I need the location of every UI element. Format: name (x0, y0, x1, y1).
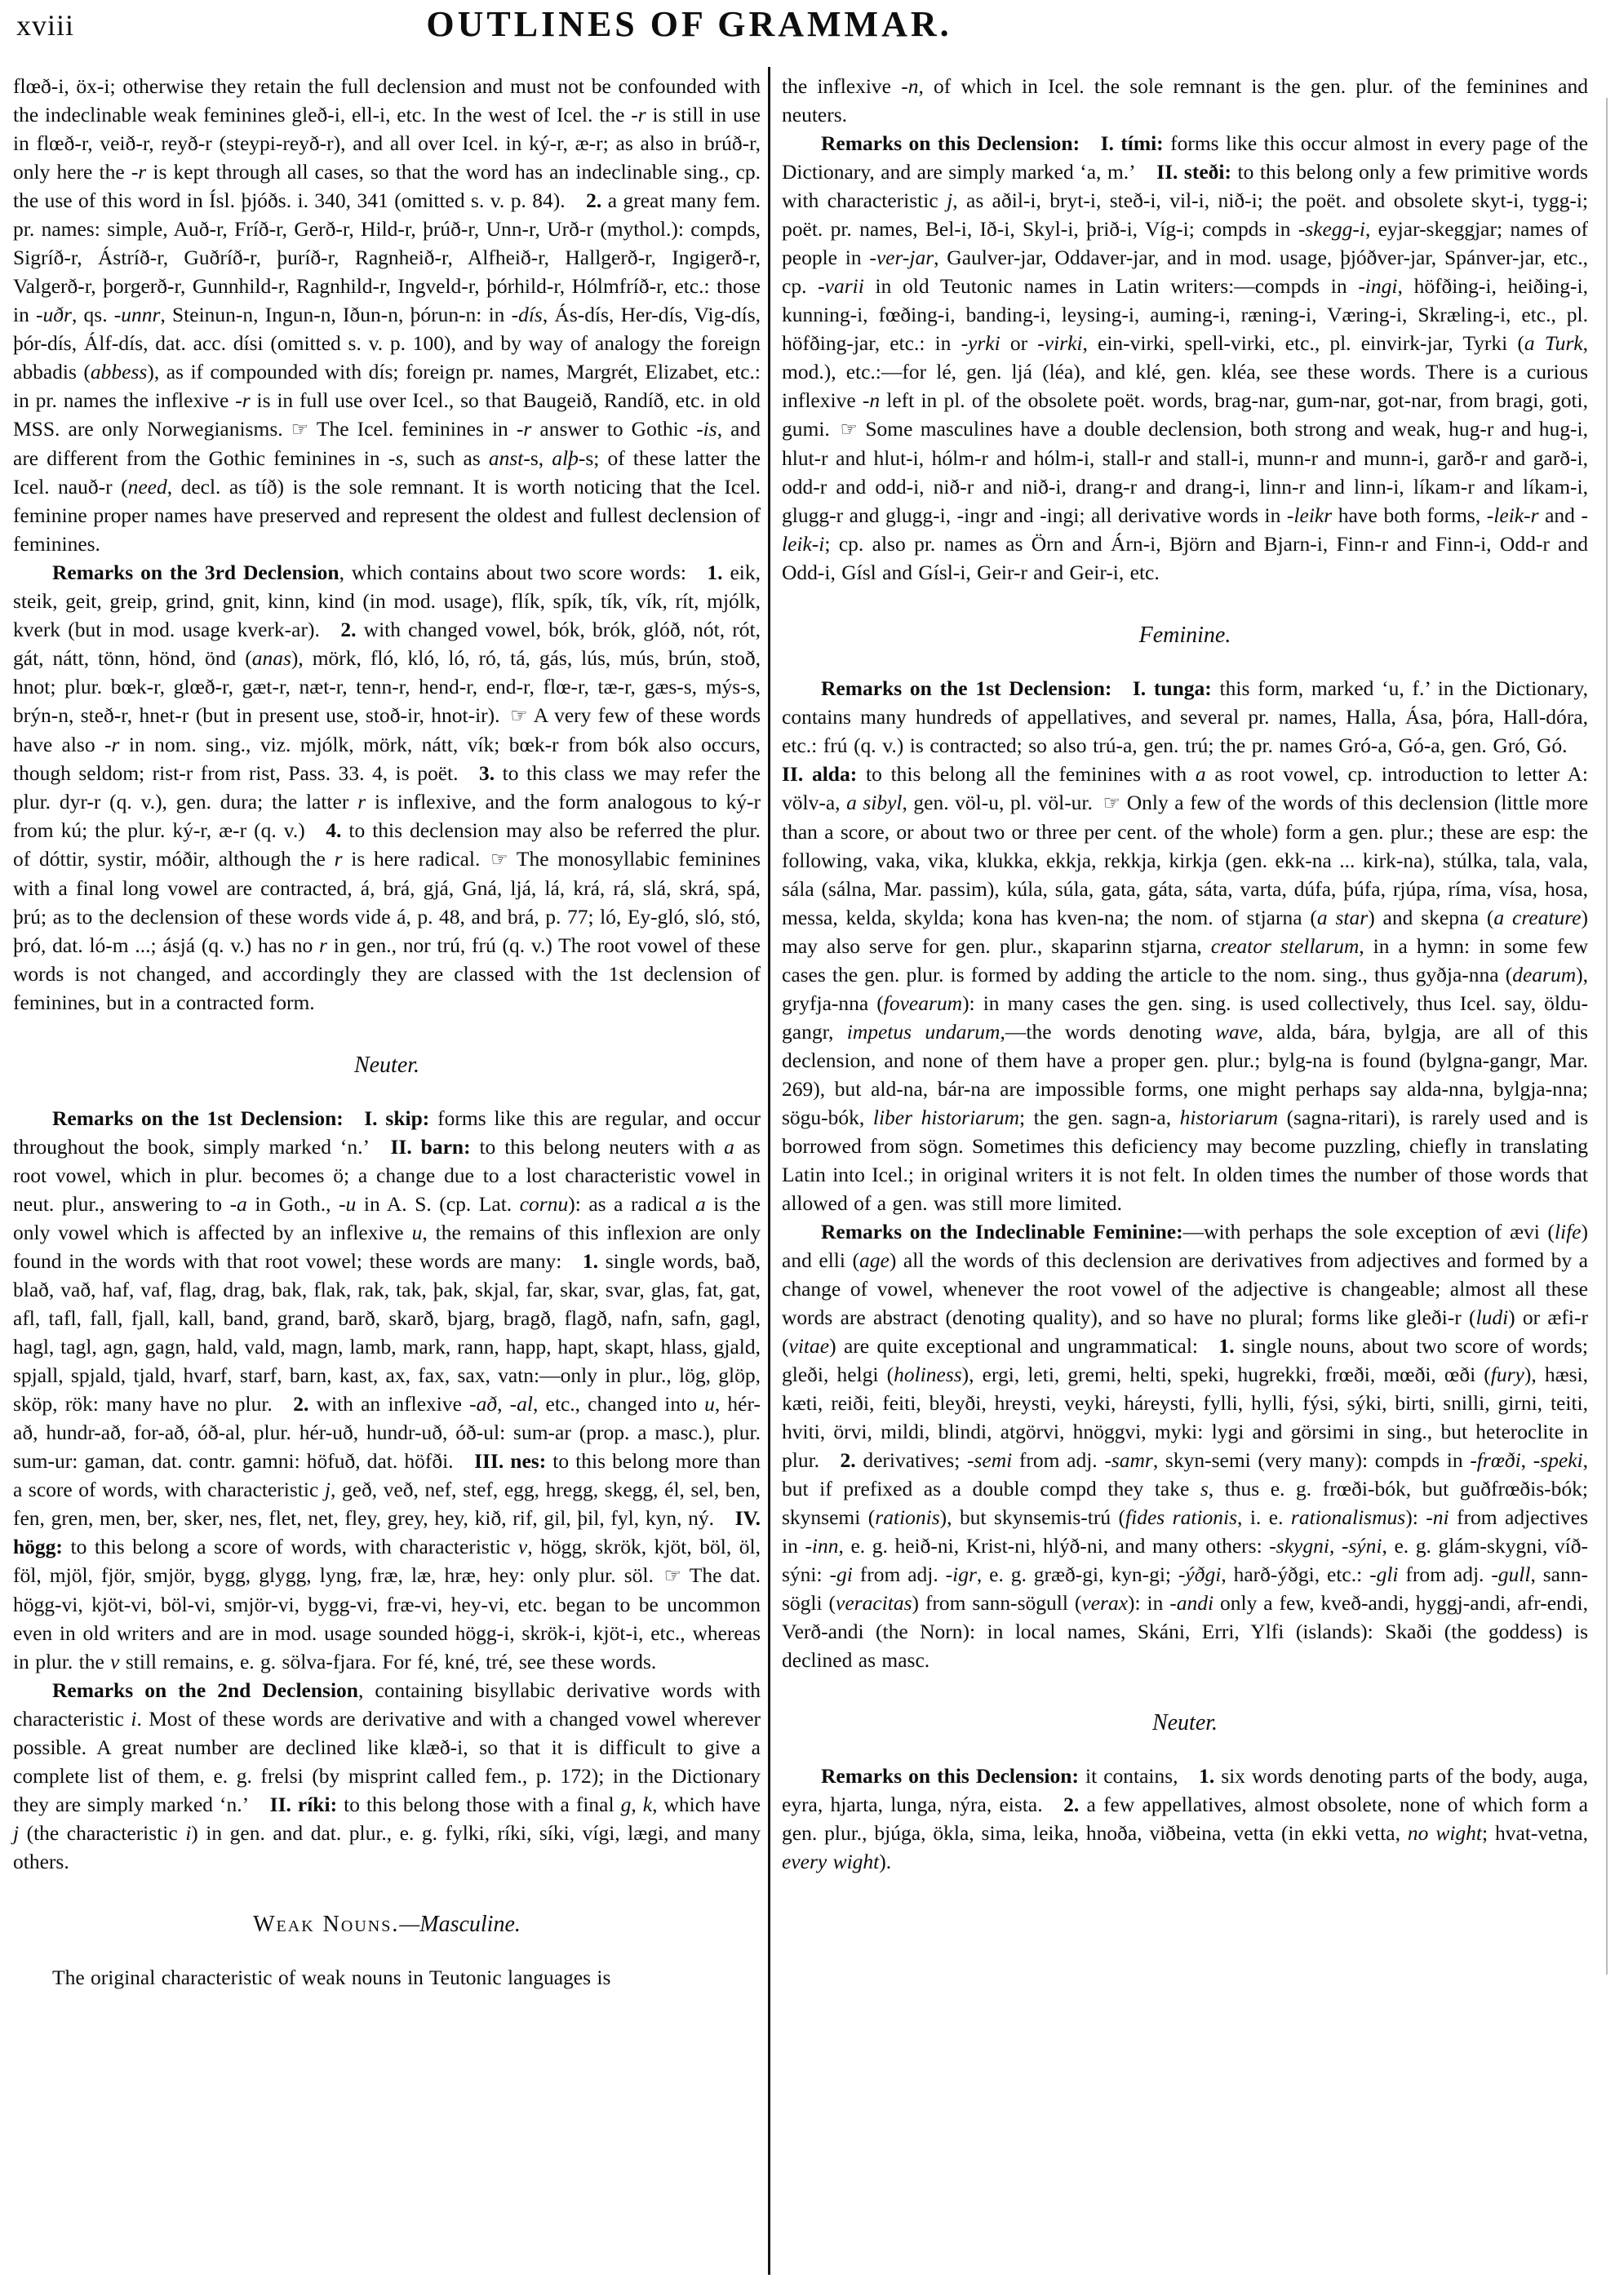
text-run: -ni (1426, 1505, 1449, 1529)
text-run: is inflexive, and the form analogous to ký-r from kú; the plur. ký-r, æ-r (q. v.) (13, 790, 761, 842)
text-run: j (324, 1478, 331, 1501)
text-run: forms like this occur almost in every page of the Dictionary, and are simply marked ‘a, m.’ (782, 131, 1588, 184)
text-run: , and are different from the Gothic feminines in (13, 417, 761, 470)
text-run: -r (631, 103, 646, 126)
text-run: a (724, 1135, 734, 1159)
text-run: ), ergi, leti, gremi, helti, speki, hugrekki, frœði, mœði, œði ( (961, 1363, 1491, 1386)
text-run: , of which in Icel. the sole remnant is the gen. plur. of the feminines and neuters. (782, 74, 1588, 126)
paragraph (13, 1676, 761, 1876)
text-run: —with perhaps the sole exception of ævi ( (1182, 1220, 1555, 1243)
section-heading (782, 1709, 1588, 1737)
text-run: a Turk (1524, 331, 1583, 355)
text-run: abbess (90, 360, 148, 383)
text-run: to this declension may also be referred the plur. of dóttir, systir, móðir, although the (13, 818, 761, 871)
text-run: -uðr (36, 303, 72, 326)
text-run: r (319, 933, 327, 957)
text-run: ), as if compounded with dís; foreign pr. names, Margrét, Elizabet, etc.: in pr. names the inflexive (13, 360, 761, 412)
text-run: , (497, 1392, 510, 1416)
text-run: -r (104, 733, 120, 756)
text-run: , Gaulver-jar, Oddaver-jar, and in mod. usage, þjóðver-jar, Spánver-jar, etc., cp. (782, 246, 1588, 298)
text-run: or (1000, 331, 1038, 355)
text-run: , e. g. heið-ni, Krist-ni, hlýð-ni, and many others: (838, 1534, 1270, 1558)
text-run: s (1200, 1477, 1209, 1500)
text-run: 3. (478, 761, 495, 785)
text-run: , which have (652, 1793, 761, 1816)
manicule-icon: ☞ (840, 418, 859, 441)
text-run: , e. g. græð-gi, kyn-gi; (976, 1562, 1178, 1586)
text-run: is in full use over Icel., so that Baugeið, Randíð, etc. in old MSS. are only Norwegianisms. (13, 388, 761, 441)
text-run: 2. (1063, 1793, 1080, 1816)
paragraph (13, 1963, 761, 1992)
text-run: , decl. as tíð) is the sole remnant. It is worth noticing that the Icel. feminine proper names have preserved and represent the oldest and fullest declension of feminines. (13, 475, 761, 556)
text-run: , which contains about two score words: (339, 561, 708, 584)
text-run: forms like this are regular, and occur throughout the book, simply marked ‘n.’ (13, 1106, 761, 1159)
text-run: -unnr (113, 303, 161, 326)
text-run: ). (879, 1850, 892, 1873)
text-run: as root vowel, which in plur. becomes ö; a change due to a lost characteristic vowel in neut. plur., answering to (13, 1135, 761, 1216)
text-run: , Steinun-n, Ingun-n, Iðun-n, þórun-n: in (160, 303, 512, 326)
text-run: Some masculines have a double declension, both strong and weak, hug-r and hug-i, hlut-r and hlut-i, hólm-r and hólm-i, stall-r and stall-i, munn-r and munn-i, garð-r and garð-i, odd-r and odd-i, nið-r and nið-i, drang-r and drang-i, linn-r and linn-i, líkam-r and líkam-i, glugg-r and glugg-i, -ingr and -ingi; all derivative words in (782, 417, 1588, 527)
text-run: fury (1490, 1363, 1524, 1386)
text-run: III. nes: (474, 1449, 547, 1473)
paragraph (13, 72, 761, 558)
text-run: , the remains of this inflexion are only found in the words with that root vowel; these words are many: (13, 1221, 761, 1273)
text-run: u (411, 1221, 423, 1244)
text-run: 1. (1199, 1764, 1215, 1788)
text-run: ) or æfi-r ( (782, 1305, 1588, 1358)
text-run: , in a hymn: in some few cases the gen. plur. is formed by adding the article to the nom. sing., thus gyðja-nna ( (782, 934, 1588, 986)
text-run: -frœði (1470, 1448, 1521, 1472)
paragraph (782, 1762, 1588, 1876)
text-run: -is (696, 417, 717, 441)
text-run: v (110, 1650, 120, 1673)
text-run: , e. g. glám-skygni, víð-sýni: (782, 1534, 1588, 1586)
manicule-icon: ☞ (1103, 791, 1121, 814)
text-run: holiness (894, 1363, 962, 1386)
text-run: , containing bisyllabic derivative words with characteristic (13, 1678, 761, 1731)
text-run: -inn (805, 1534, 839, 1558)
text-run: wave (1215, 1020, 1258, 1044)
text-run: 2. (840, 1448, 856, 1472)
text-run: it contains, (1078, 1764, 1200, 1788)
text-run: -virki (1037, 331, 1083, 355)
text-run: 1. (582, 1249, 599, 1273)
text-run: ): in (1128, 1591, 1170, 1615)
text-run: -að (469, 1392, 498, 1416)
text-run: Only a few of the words of this declension (little more than a score, or about two or three per cent. of the whole) form a gen. plur.; these are esp: the following, vaka, vika, klukka, ekkja, rekkja, kirkja (gen. ekk-na ... kirk-na), stúlka, tala, vala, sála (sálna, Mar. passim), kúla, súla, gata, gáta, sáta, varta, dúfa, þúfa, rjúpa, ríma, vísa, hosa, messa, kelda, skylda; kona has kven-na; the nom. of stjarna ( (782, 791, 1589, 929)
text-run: , such as (403, 446, 489, 470)
text-run: in old Teutonic names in Latin writers:—compds in (863, 274, 1359, 298)
text-run: -r (131, 160, 147, 184)
text-run: to this belong those with a final (337, 1793, 621, 1816)
text-run: this form, marked ‘u, f.’ in the Dictionary, contains many hundreds of appellatives, and several pr. names, Halla, Ása, þóra, Hall-dóra, etc.: frú (q. v.) is contracted; so also trú-a, gen. trú; the pr. names Gró-a, Gó-a, gen. Gró, Gó. (782, 676, 1588, 757)
text-run: ): as a radical (568, 1192, 695, 1216)
text-run: -gull (1491, 1562, 1531, 1586)
text-run: -gi (829, 1562, 853, 1586)
text-run: -n (862, 388, 881, 412)
text-run: ), hæsi, kæti, reiði, feiti, bleyði, hreysti, veyki, háreysti, fylli, hylli, fýsi, sýki, birti, snilli, girni, teiti, hviti, örvi, mildi, blindi, atgörvi, hnöggvi, myki: lygi and görsimi in sing., but heteroclite in plur. (782, 1363, 1588, 1472)
text-run: anst (488, 446, 524, 470)
text-run: Remarks on the 3rd Declension (52, 561, 339, 584)
text-run: —Masculine. (399, 1912, 521, 1937)
left-column (13, 72, 761, 1992)
text-run: dearum (1512, 963, 1577, 986)
text-run: age (859, 1248, 890, 1272)
text-run: single nouns, about two score of words; gleði, helgi ( (782, 1334, 1588, 1386)
text-run: 4. (326, 818, 342, 842)
text-run: j (13, 1821, 20, 1845)
text-run: The dat. högg-vi, kjöt-vi, böl-vi, smjör-vi, bygg-vi, fræ-vi, hey-vi, etc. began to be uncommon even in old writers and are in mod. usage sounded högg-i, skrök-i, kjöt-i, etc., whereas in plur. the (13, 1563, 761, 1673)
text-run: in gen., nor trú, frú (q. v.) The root vowel of these words is not changed, and accordingly they are classed with the 1st declension of feminines, but in a contracted form. (13, 933, 761, 1014)
text-run: II. steði: (1156, 160, 1231, 184)
paragraph (782, 674, 1588, 1217)
text-run: left in pl. of the obsolete poët. words, brag-nar, gum-nar, got-nar, from bragi, goti, gumi. (782, 388, 1588, 441)
text-run: ) all the words of this declension are derivatives from adjectives and formed by a change of vowel, whenever the root vowel of the adjective is changeable; almost all these words are abstract (denoting quality), and so have no plural; forms like gleði-r ( (782, 1248, 1588, 1329)
text-run: -leikr (1286, 503, 1333, 527)
text-run: -s (388, 446, 404, 470)
text-run: , gen. völ-u, pl. völ-ur. (902, 791, 1103, 814)
text-run: fides rationis (1125, 1505, 1238, 1529)
text-run: ludi (1475, 1305, 1509, 1329)
text-run: a (1195, 762, 1206, 786)
right-column (782, 72, 1588, 1876)
text-run: 2. (293, 1392, 309, 1416)
text-run: -dís (511, 303, 543, 326)
text-run: , hér-að, hundr-að, for-að, óð-al, plur. hér-uð, hundr-uð, óð-ul: sum-ar (prop. a masc.), plur. sum-ur: gaman, dat. contr. gamni: höfuð, dat. höfði. (13, 1392, 761, 1473)
manicule-icon: ☞ (291, 418, 309, 441)
text-run: in Goth., (246, 1192, 339, 1216)
text-run: derivatives; (855, 1448, 967, 1472)
text-run: is here radical. (342, 847, 491, 871)
text-run: Feminine. (1138, 623, 1231, 648)
text-run: -u (339, 1192, 357, 1216)
text-run: -ver-jar (869, 246, 934, 269)
text-run: , ein-virki, spell-virki, etc., pl. einvirk-jar, Tyrki ( (1082, 331, 1524, 355)
text-run: in A. S. (cp. Lat. (356, 1192, 520, 1216)
text-run: the inflexive (782, 74, 902, 98)
text-run: -s; of these latter the Icel. nauð-r ( (13, 446, 761, 499)
text-run: ), mörk, fló, kló, ló, ró, tá, gás, lús, mús, brún, stoð, hnot; plur. bœk-r, glœð-r, gæt-r, næt-r, tenn-r, hend-r, end-r, flœ-r, tæ-r, gæs-s, mýs-s, brýn-n, steð-r, hnet-r (but in present use, stoð-ir, hnot-ir). (13, 646, 761, 727)
text-run: -a (229, 1192, 247, 1216)
text-run: creator stellarum (1210, 934, 1360, 958)
text-run: veracitas (836, 1591, 912, 1615)
text-run: Remarks on the 2nd Declension (52, 1678, 358, 1702)
text-run: , alda, bára, bylgja, are all of this declension, and none of them have a proper gen. plur.; bylg-na is found (bylgna-gangr, Mar. 269), but ald-na, bár-na are impossible forms, one might perhaps say alda-nna, bylgja-nna; sögu-bók, (782, 1020, 1588, 1129)
text-run: , högg, skrök, kjöt, böl, öl, föl, mjöl, fjör, smjör, bygg, glygg, lyng, fræ, læ, hræ, hey: only plur. söl. (13, 1535, 761, 1587)
text-run: to this belong more than a score of words, with characteristic (13, 1449, 761, 1501)
text-run: , as aðil-i, bryt-i, steð-i, vil-i, nið-i; the poët. and obsolete skyt-i, tygg-i; poët. pr. names, Bel-i, Ið-i, Skyl-i, þrið-i, Víg-i; compds in (782, 188, 1588, 241)
text-run: to this belong neuters with (470, 1135, 725, 1159)
text-run: ) from sann-sögull ( (912, 1591, 1082, 1615)
page-number: xviii (16, 9, 75, 42)
text-run: from adj. (1012, 1448, 1105, 1472)
text-run: ) and skepna ( (1368, 906, 1494, 929)
text-run: (the characteristic (19, 1821, 186, 1845)
section-heading (13, 1051, 761, 1079)
manicule-icon: ☞ (663, 1564, 682, 1587)
section-heading (13, 1910, 761, 1939)
text-run: liber historiarum (872, 1106, 1020, 1129)
text-run: impetus undarum (846, 1020, 1001, 1044)
text-run: rationis (875, 1505, 940, 1529)
text-run: a (694, 1192, 706, 1216)
text-run: -andi (1169, 1591, 1214, 1615)
paragraph (782, 1217, 1588, 1674)
text-run: life (1554, 1220, 1582, 1243)
text-run: A very few of these words have also (13, 703, 761, 756)
text-run: Neuter. (1151, 1710, 1218, 1735)
text-run: -ýðgi (1178, 1562, 1222, 1586)
text-run: and (1538, 503, 1582, 527)
text-run: j (947, 188, 953, 212)
text-run: ), gryfja-nna ( (782, 963, 1588, 1015)
text-run: , but if prefixed as a double compd they take (782, 1448, 1588, 1500)
text-run: answer to Gothic (531, 417, 697, 441)
text-run: -igr (945, 1562, 977, 1586)
text-run: as root vowel, cp. introduction to letter A: völv-a, (782, 762, 1588, 814)
text-run: -n (901, 74, 919, 98)
text-run: to this belong all the feminines with (857, 762, 1196, 786)
text-run: -s, (523, 446, 552, 470)
text-run: ; cp. also pr. names as Örn and Árn-i, Björn and Bjarn-i, Finn-r and Finn-i, Odd-r and Odd-i, Gísl and Gísl-i, Geir-r and Geir-i, etc. (782, 532, 1588, 584)
text-run: alþ (552, 446, 579, 470)
text-run: , eyjar-skeggjar; names of people in (782, 217, 1588, 269)
text-run: only a few, kveð-andi, hyggj-andi, afr-endi, Verð-andi (the Norn): in local names, Skáni, Erri, Ylfi (islands): Skaði (the goddess) is declined as masc. (782, 1591, 1588, 1672)
text-run: , geð, veð, nef, stef, egg, hregg, skegg, él, sel, ben, fen, gren, men, ber, sker, nes, flet, net, fley, grey, hey, kið, rif, gil, þil, fyl, kyn, ný. (13, 1478, 761, 1530)
text-run: -semi (966, 1448, 1013, 1472)
text-run: ,—the words denoting (1000, 1020, 1216, 1044)
text-run: ; the gen. sagn-a, (1019, 1106, 1180, 1129)
manicule-icon: ☞ (490, 848, 508, 871)
text-run: ) in gen. and dat. plur., e. g. fylki, ríki, síki, vígi, lægi, and many others. (13, 1821, 761, 1873)
text-run: Weak Nouns. (253, 1912, 400, 1937)
text-run: verax (1081, 1591, 1129, 1615)
text-run: , mod.), etc.:—for lé, gen. ljá (léa), and klé, gen. kléa, see these words. There is a curious inflexive (782, 331, 1588, 412)
text-run: in nom. sing., viz. mjólk, mörk, nátt, vík; bœk-r from bók also occurs, though seldom; rist-r from rist, Pass. 33. 4, is poët. (13, 733, 761, 785)
text-run: vitae (788, 1334, 830, 1358)
text-run: ) may also serve for gen. plur., skaparinn stjarna, (782, 906, 1588, 958)
text-run: a few appellatives, almost obsolete, none of which form a gen. plur., bjúga, ökla, sima, leika, hnoða, viðbeina, vetta (in ekki vetta, (782, 1793, 1588, 1845)
text-run: have both forms, (1332, 503, 1487, 527)
text-run: every wight (782, 1850, 880, 1873)
page-title: OUTLINES OF GRAMMAR. (426, 4, 952, 44)
text-run: with changed vowel, bók, brók, glóð, nót, rót, gát, nátt, tönn, hönd, önd ( (13, 618, 761, 670)
text-run: ) and elli ( (782, 1220, 1588, 1272)
text-run: rationalismus (1290, 1505, 1406, 1529)
text-run: v (517, 1535, 528, 1558)
text-run: -gli (1369, 1562, 1399, 1586)
text-run: 1. (1218, 1334, 1235, 1358)
text-run: with an inflexive (308, 1392, 470, 1416)
text-run: i (185, 1821, 192, 1845)
text-run: a sibyl (846, 791, 903, 814)
text-run: The Icel. feminines in (308, 417, 517, 441)
text-run: II. barn: (390, 1135, 471, 1159)
text-run: is the only vowel which is affected by an inflexive (13, 1192, 761, 1244)
text-run: ): (1405, 1505, 1426, 1529)
text-run: -samr (1104, 1448, 1153, 1472)
text-run: r (357, 790, 366, 813)
paragraph (782, 129, 1588, 587)
text-run: -ingi (1358, 274, 1398, 298)
text-run: a creature (1493, 906, 1582, 929)
text-run: ): in many cases the gen. sing. is used collectively, thus Icel. say, öldu-gangr, (782, 991, 1588, 1044)
text-run: II. ríki: (269, 1793, 338, 1816)
text-run: Remarks on the 1st Declension: I. tunga: (821, 676, 1212, 700)
text-run: -yrki (961, 331, 1001, 355)
text-run: -skygni, -sýni (1269, 1534, 1382, 1558)
text-run: a great many fem. pr. names: simple, Auð-r, Fríð-r, Gerð-r, Hild-r, þrúð-r, Unn-r, Urð-r (mythol.): compds, Sigríð-r, Ástríð-r, Guðríð-r, þuríð-r, Ragnheið-r, Alfheið-r, Hallgerð-r, Ingigerð-r, Valgerð-r, þorgerð-r, Gunnhild-r, Ragnhild-r, Ingveld-r, þórhild-r, Hólmfríð-r, etc.: those in (13, 188, 761, 326)
text-run: is still in use in flœð-r, veið-r, reyð-r (steypi-reyð-r), and all over Icel. in ký-r, æ-r; as also in brúð-r, only here the (13, 103, 761, 184)
text-run: Neuter. (353, 1053, 420, 1078)
text-run: need (127, 475, 167, 499)
text-run: from adj. (852, 1562, 946, 1586)
text-run: no wight (1407, 1821, 1482, 1845)
text-run: The original characteristic of weak nouns in Teutonic languages is (52, 1966, 611, 1989)
paragraph (782, 72, 1588, 129)
text-run: ), but skynsemis-trú ( (939, 1505, 1126, 1529)
text-run: Remarks on this Declension: I. tími: (821, 131, 1164, 155)
text-run: , höfðing-i, heiðing-i, kunning-i, fœðing-i, banding-i, leysing-i, auming-i, ræning-i, Væring-i, Skræling-i, etc., pl. höfðing-jar, etc.: in (782, 274, 1588, 355)
text-run: IV. högg: (13, 1506, 761, 1558)
text-run: u (704, 1392, 715, 1416)
text-run: (sagna-ritari), is rarely used and is borrowed from sögn. Sometimes this deficiency may become puzzling, chiefly in translating Latin into Icel.; in original writers it is not felt. In olden times the number of those words that allowed of a gen. was still more limited. (782, 1106, 1588, 1215)
text-run: six words denoting parts of the body, auga, eyra, hjarta, lunga, nýra, eista. (782, 1764, 1588, 1816)
text-run: to this belong only a few primitive words with characteristic (782, 160, 1588, 212)
text-run: single words, bað, blað, vað, haf, vaf, flag, drag, bak, flak, rak, tak, þak, skjal, far, skar, svar, glas, fat, gat, afl, tafl, fall, fjall, kall, band, grand, barð, skarð, bjarg, bragð, flagð, nafn, safn, gagl, hagl, tagl, agn, gagn, hald, vald, magn, lamb, mark, rann, happ, hapt, skapt, hlass, gjald, spjall, spjald, tjald, hvarf, starf, barn, kast, ax, fax, sax, vatn:—only in plur., lög, glöp, sköp, rök: many have no plur. (13, 1249, 761, 1416)
text-run: eik, steik, geit, greip, grind, gnit, kinn, kind (in mod. usage), flík, spík, tík, vík, rít, mjólk, kverk (but in mod. usage kverk-ar). (13, 561, 761, 641)
text-run: r (334, 847, 343, 871)
text-run: to this belong a score of words, with characteristic (62, 1535, 518, 1558)
text-run: -varii (818, 274, 864, 298)
page-edge-artifact (1606, 98, 1608, 1975)
text-run: -skegg-i (1298, 217, 1365, 241)
text-run: a star (1316, 906, 1369, 929)
text-run: anas (251, 646, 291, 670)
text-run: , (1520, 1448, 1533, 1472)
text-run: , i. e. (1237, 1505, 1291, 1529)
text-run: ) are quite exceptional and ungrammatical: (829, 1334, 1219, 1358)
text-run: -r (516, 417, 532, 441)
column-divider-rule (768, 67, 770, 2275)
text-run: . Most of these words are derivative and with a changed vowel wherever possible. A great number are declined like klæð-i, so that it is difficult to give a complete list of them, e. g. frelsi (by misprint called fem., p. 172); in the Dictionary they are simply marked ‘n.’ (13, 1707, 761, 1816)
text-run: , sann-sögli ( (782, 1562, 1588, 1615)
text-run: , skyn-semi (very many): compds in (1152, 1448, 1471, 1472)
text-run: fovearum (883, 991, 963, 1015)
text-run: , harð-ýðgi, etc.: (1221, 1562, 1370, 1586)
manicule-icon: ☞ (510, 704, 528, 727)
text-run: , Ás-dís, Her-dís, Vig-dís, þór-dís, Álf-dís, dat. acc. dísi (omitted s. v. p. 100), and by way of analogy the foreign abbadis ( (13, 303, 761, 383)
text-run: 2. (340, 618, 357, 641)
text-run: -leik-i (782, 503, 1588, 556)
text-run: -al (509, 1392, 533, 1416)
text-run: flœð-i, öx-i; otherwise they retain the full declension and must not be confounded with the indeclinable weak feminines gleð-i, ell-i, etc. In the west of Icel. the (13, 74, 761, 126)
text-run: II. alda: (782, 762, 858, 786)
text-run: from adjectives in (782, 1505, 1589, 1558)
text-run: i (131, 1707, 137, 1731)
text-run: ; hvat-vetna, (1482, 1821, 1588, 1845)
text-run: The monosyllabic feminines with a final long vowel are contracted, á, brá, gjá, Gná, ljá, lá, krá, rá, slá, skrá, spá, þrú; as to the declension of these words vide á, p. 48, and brá, p. 77; ló, Ey-gló, sló, stó, þró, dat. ló-m ...; ásjá (q. v.) has no (13, 847, 761, 957)
section-heading (782, 621, 1588, 649)
text-run: to this class we may refer the plur. dyr-r (q. v.), gen. dura; the latter (13, 761, 761, 813)
text-run: Remarks on the 1st Declension: I. skip: (52, 1106, 430, 1130)
text-run: from adj. (1398, 1562, 1492, 1586)
text-run: g, k (620, 1793, 653, 1816)
text-run: , thus e. g. frœði-bók, but guðfrœðis-bók; skynsemi ( (782, 1477, 1588, 1529)
text-run: , qs. (71, 303, 114, 326)
text-run: still remains, e. g. sölva-fjara. For fé, kné, tré, see these words. (119, 1650, 657, 1673)
text-run: -r (235, 388, 251, 412)
paragraph (13, 1104, 761, 1676)
text-run: cornu (519, 1192, 569, 1216)
text-run: historiarum (1179, 1106, 1279, 1129)
text-run: 1. (707, 561, 723, 584)
text-run: , etc., changed into (533, 1392, 705, 1416)
text-run: is kept through all cases, so that the word has an indeclinable sing., cp. the use of this word in Ísl. þjóðs. i. 340, 341 (omitted s. v. p. 84). (13, 160, 761, 212)
text-run: Remarks on this Declension: (821, 1764, 1079, 1788)
text-run: Remarks on the Indeclinable Feminine: (821, 1220, 1183, 1243)
text-run: 2. (586, 188, 602, 212)
text-run: -leik-r (1486, 503, 1539, 527)
text-run: -speki (1533, 1448, 1583, 1472)
paragraph (13, 558, 761, 1017)
